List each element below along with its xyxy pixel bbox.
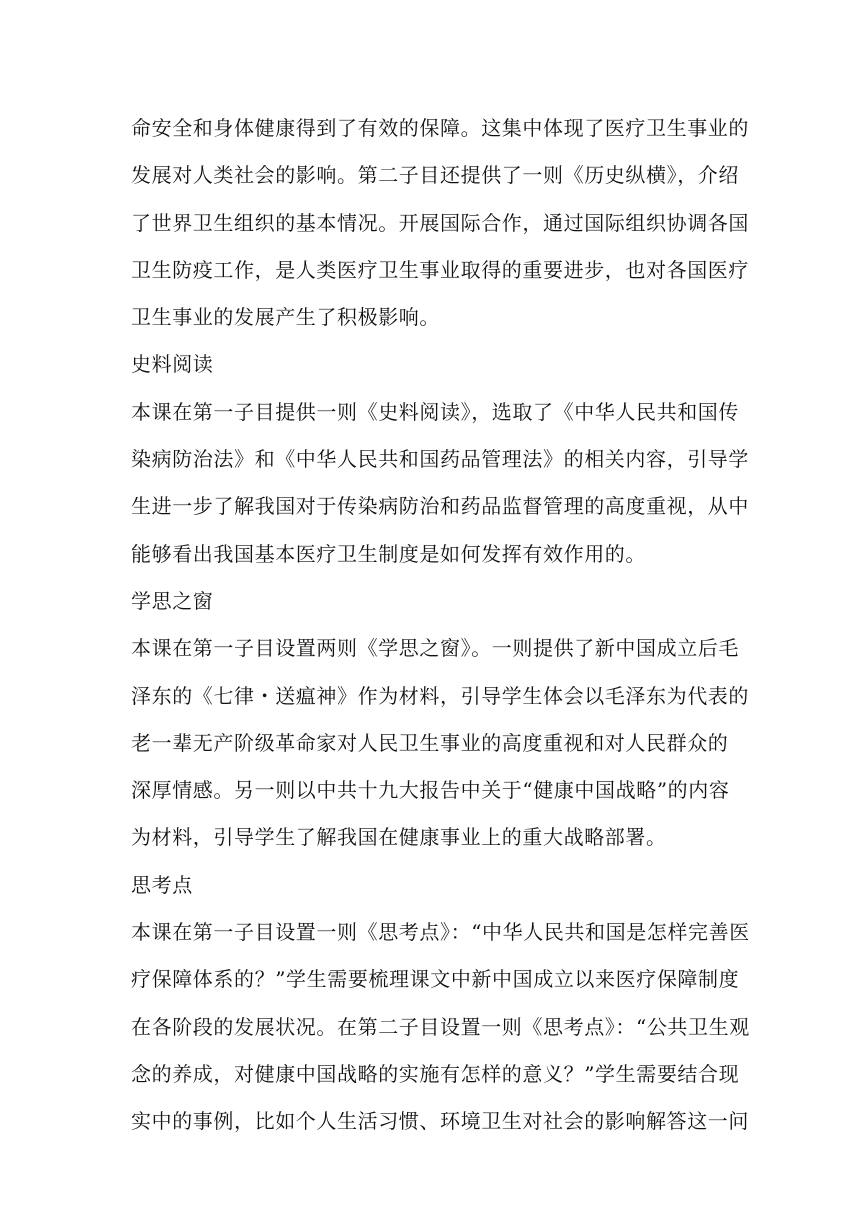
body-text-line: 本课在第一子目提供一则《史料阅读》，选取了《中华人民共和国传 [131, 399, 739, 424]
document-body [131, 105, 750, 1146]
body-text-line: 泽东的《七律・送瘟神》作为材料，引导学生体会以毛泽东为代表的 [131, 683, 749, 708]
section-heading-sikaodian: 思考点 [131, 872, 193, 897]
body-text-line: 本课在第一子目设置一则《思考点》：“中华人民共和国是怎样完善医 [131, 920, 750, 945]
body-text-line: 命安全和身体健康得到了有效的保障。这集中体现了医疗卫生事业的 [131, 116, 749, 140]
body-text-line: 染病防治法》和《中华人民共和国药品管理法》的相关内容，引导学 [131, 447, 749, 472]
body-text-line: 发展对人类社会的影响。第二子目还提供了一则《历史纵横》，介绍 [131, 163, 739, 188]
body-text-line: 本课在第一子目设置两则《学思之窗》。一则提供了新中国成立后毛 [131, 636, 739, 661]
body-text-line: 实中的事例，比如个人生活习惯、环境卫生对社会的影响解答这一问 [131, 1109, 749, 1134]
body-text-line: 念的养成，对健康中国战略的实施有怎样的意义？”学生需要结合现 [131, 1061, 740, 1086]
body-text-line: 卫生防疫工作，是人类医疗卫生事业取得的重要进步，也对各国医疗 [131, 257, 749, 282]
section-heading-shiliao-yuedu: 史料阅读 [131, 352, 214, 377]
body-text-line: 能够看出我国基本医疗卫生制度是如何发挥有效作用的。 [131, 541, 646, 566]
body-text-line: 深厚情感。另一则以中共十九大报告中关于“健康中国战略”的内容 [131, 778, 730, 803]
body-text-line: 老一辈无产阶级革命家对人民卫生事业的高度重视和对人民群众的 [131, 730, 729, 755]
body-text-line: 卫生事业的发展产生了积极影响。 [131, 305, 440, 330]
body-text-line: 为材料，引导学生了解我国在健康事业上的重大战略部署。 [131, 825, 667, 850]
body-text-line: 生进一步了解我国对于传染病防治和药品监督管理的高度重视，从中 [131, 494, 749, 519]
body-text-line: 在各阶段的发展状况。在第二子目设置一则《思考点》：“公共卫生观 [131, 1014, 750, 1039]
body-text-line: 了世界卫生组织的基本情况。开展国际合作，通过国际组织协调各国 [131, 210, 749, 235]
section-heading-xuesi-zhichuang: 学思之窗 [131, 588, 214, 613]
body-text-line: 疗保障体系的？”学生需要梳理课文中新中国成立以来医疗保障制度 [131, 967, 740, 992]
